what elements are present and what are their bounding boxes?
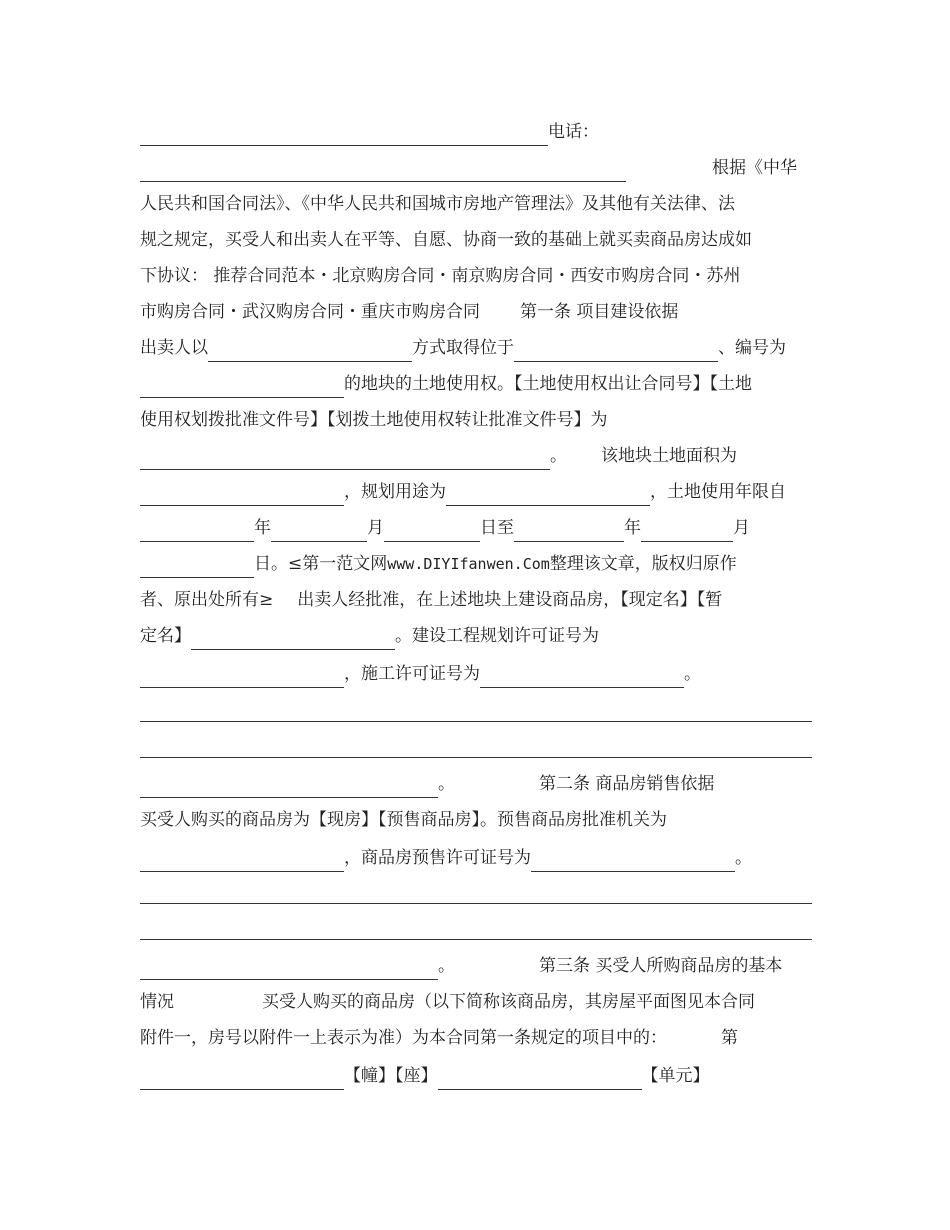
body-text: 市购房合同・武汉购房合同・重庆市购房合同: [140, 302, 480, 322]
blank-field[interactable]: [140, 150, 626, 182]
body-text: 、编号为: [718, 338, 786, 358]
body-line: [140, 618, 812, 654]
body-text: 定名】: [140, 626, 191, 646]
body-text: 方式取得位于: [412, 338, 514, 358]
body-line: [140, 802, 812, 838]
blank-field[interactable]: [531, 840, 735, 872]
blank-field[interactable]: [140, 114, 548, 146]
body-text: 使用权划拨批准文件号】【划拨土地使用权转让批准文件号】为: [140, 410, 608, 430]
body-line: [140, 840, 812, 876]
body-text: 。: [550, 446, 567, 466]
body-text: 下协议： 推荐合同范本・北京购房合同・南京购房合同・西安市购房合同・苏州: [140, 266, 741, 286]
blank-field[interactable]: [384, 510, 480, 542]
website-text: www.DIYIfanwen.Com: [387, 555, 550, 573]
body-text: 整理该文章，版权归原作: [549, 554, 737, 574]
blank-field[interactable]: [480, 656, 684, 688]
body-text: 月: [733, 518, 750, 538]
body-line: [140, 294, 812, 330]
body-line: [140, 984, 812, 1020]
blank-field[interactable]: [140, 1058, 344, 1090]
blank-field[interactable]: [140, 438, 550, 470]
body-line: [140, 438, 812, 474]
body-text: 出卖人以: [140, 338, 208, 358]
body-text: 。: [684, 664, 701, 684]
body-line: [140, 766, 812, 802]
body-line: [140, 258, 812, 294]
full-width-blank[interactable]: [140, 903, 812, 904]
body-line: [140, 510, 812, 546]
body-text: ，土地使用年限自: [650, 482, 786, 502]
body-text: 者、原出处所有≥: [140, 590, 274, 610]
phone-label: 电话：: [548, 122, 599, 142]
blank-field[interactable]: [641, 510, 733, 542]
body-text: 。建设工程规划许可证号为: [395, 626, 599, 646]
blank-field[interactable]: [514, 330, 718, 362]
body-text: 规之规定，买受人和出卖人在平等、自愿、协商一致的基础上就买卖商品房达成如: [140, 230, 752, 250]
body-text: 日至: [480, 518, 514, 538]
body-text: 月: [367, 518, 384, 538]
body-line: [140, 186, 812, 222]
body-line: [140, 366, 812, 402]
body-line: [140, 582, 812, 618]
article-3-heading: 第三条 买受人所购商品房的基本: [539, 956, 783, 976]
body-text: ，施工许可证号为: [344, 664, 480, 684]
blank-field[interactable]: [140, 510, 254, 542]
body-text: 附件一，房号以附件一上表示为准）为本合同第一条规定的项目中的：: [140, 1028, 667, 1048]
body-line: [140, 402, 812, 438]
blank-field[interactable]: [208, 330, 412, 362]
body-text: 年: [254, 518, 271, 538]
body-text: 。: [438, 774, 455, 794]
blank-field[interactable]: [446, 474, 650, 506]
full-width-blank[interactable]: [140, 939, 812, 940]
body-text: 出卖人经批准，在上述地块上建设商品房，【现定名】【暂: [297, 590, 723, 610]
body-line: [140, 546, 812, 582]
body-text: 情况: [140, 992, 174, 1012]
blank-field[interactable]: [140, 546, 254, 578]
article-2-heading: 第二条 商品房销售依据: [539, 774, 715, 794]
blank-field[interactable]: [140, 948, 438, 980]
full-width-blank[interactable]: [140, 757, 812, 758]
blank-field[interactable]: [140, 474, 344, 506]
body-text: 该地块土地面积为: [601, 446, 737, 466]
body-text: 日。≤第一范文网: [254, 554, 388, 574]
body-text: 【幢】【座】: [344, 1066, 438, 1086]
intro-text: 根据《中华: [712, 158, 797, 178]
full-width-blank[interactable]: [140, 721, 812, 722]
blank-field[interactable]: [140, 766, 438, 798]
body-text: 。: [735, 848, 752, 868]
body-line: [140, 474, 812, 510]
body-text: 第: [721, 1028, 738, 1048]
body-line: [140, 222, 812, 258]
body-text: 【单元】: [641, 1066, 710, 1086]
blank-field[interactable]: [438, 1058, 642, 1090]
body-text: ，商品房预售许可证号为: [344, 848, 531, 868]
blank-field[interactable]: [271, 510, 367, 542]
body-line: [140, 1058, 812, 1094]
blank-field[interactable]: [140, 366, 344, 398]
body-text: 的地块的土地使用权。【土地使用权出让合同号】【土地: [344, 374, 752, 394]
body-line: [140, 948, 812, 984]
phone-line: [140, 114, 812, 150]
body-text: 年: [624, 518, 641, 538]
blank-field[interactable]: [140, 840, 344, 872]
body-text: ，规划用途为: [344, 482, 446, 502]
body-line: [140, 656, 812, 692]
article-1-heading: 第一条 项目建设依据: [520, 302, 679, 322]
body-line: [140, 330, 812, 366]
body-text: 。: [438, 956, 455, 976]
intro-line: [140, 150, 812, 186]
body-text: 买受人购买的商品房（以下简称该商品房，其房屋平面图见本合同: [262, 992, 755, 1012]
blank-field[interactable]: [191, 618, 395, 650]
blank-field[interactable]: [140, 656, 344, 688]
body-line: [140, 1020, 812, 1056]
blank-field[interactable]: [514, 510, 624, 542]
body-text: 人民共和国合同法》、《中华人民共和国城市房地产管理法》及其他有关法律、法: [140, 194, 735, 214]
body-text: 买受人购买的商品房为【现房】【预售商品房】。预售商品房批准机关为: [140, 810, 667, 830]
